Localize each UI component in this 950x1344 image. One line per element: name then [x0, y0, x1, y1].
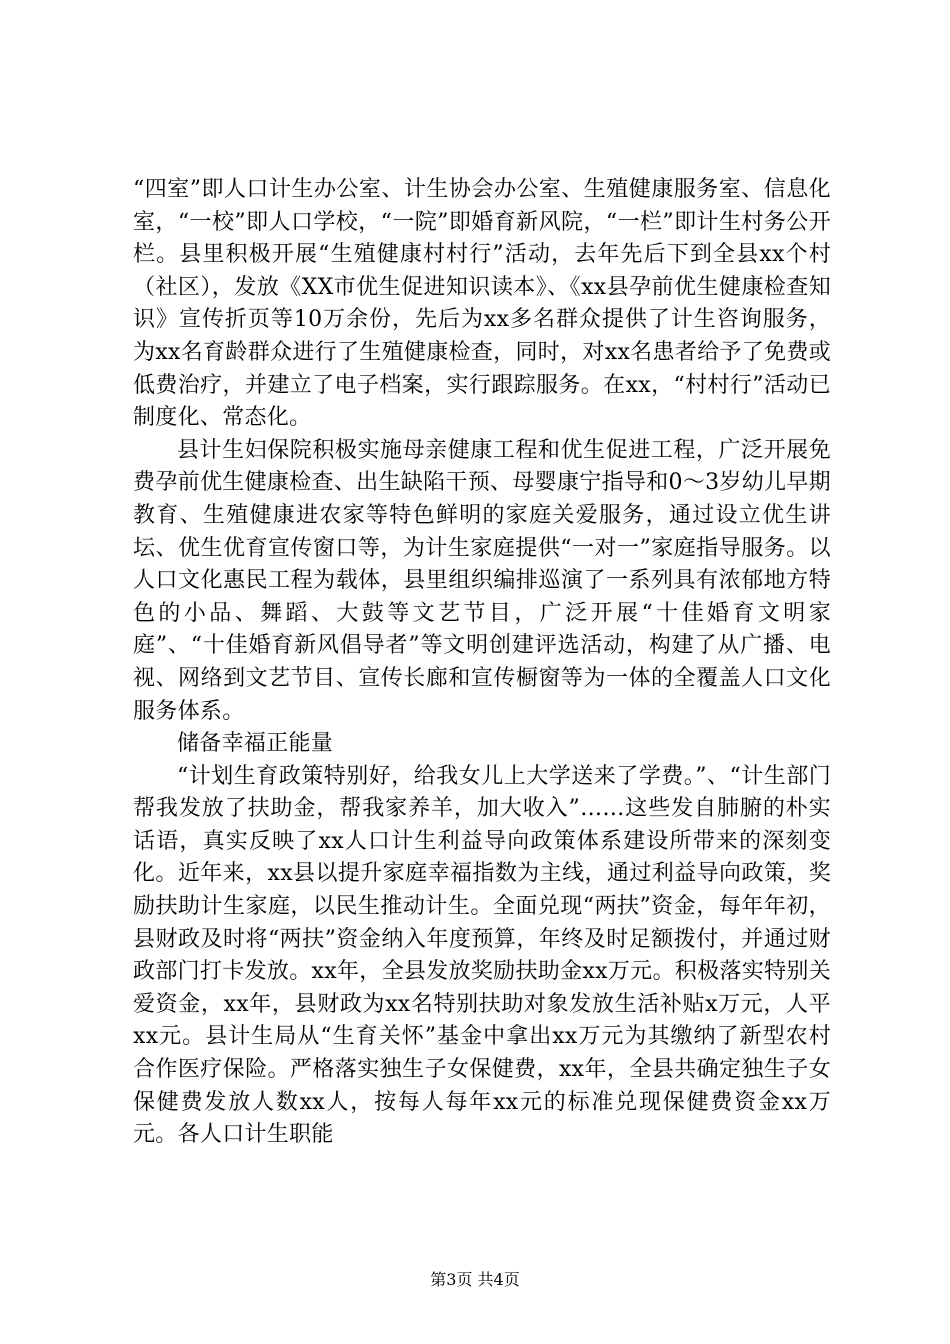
paragraph-family-planning-policy: “计划生育政策特别好，给我女儿上大学送来了学费。”、“计生部门帮我发放了扶助金，帮我家养羊，加大收入”……这些发自肺腑的朴实话语，真实反映了xx人口计生利益导向政策体系建设所带来的深刻变化。近年来，xx县以提升家庭幸福指数为主线，通过利益导向政策，奖励扶助计生家庭，以民生推动计生。全面兑现“两扶”资金，每年年初，县财政及时将“两扶”资金纳入年度预算，年终及时足额拨付，并通过财政部门打卡发放。xx年，全县发放奖励扶助金xx万元。积极落实特别关爱资金，xx年，县财政为xx名特别扶助对象发放生活补贴x万元，人平xx元。县计生局从“生育关怀”基金中拿出xx万元为其缴纳了新型农村合作医疗保险。严格落实独生子女保健费，xx年，全县共确定独生子女保健费发放人数xx人，按每人每年xx元的标准兑现保健费资金xx万元。各人口计生职能	[133, 763, 831, 1148]
section-heading: 储备幸福正能量	[177, 731, 334, 757]
paragraph-maternal-health: 县计生妇保院积极实施母亲健康工程和优生促进工程，广泛开展免费孕前优生健康检查、出生缺陷干预、母婴康宁指导和0～3岁幼儿早期教育、生殖健康进农家等特色鲜明的家庭关爱服务，通过设立优生讲坛、优生优育宣传窗口等，为计生家庭提供“一对一”家庭指导服务。以人口文化惠民工程为载体，县里组织编排巡演了一系列具有浓郁地方特色的小品、舞蹈、大鼓等文艺节目，广泛开展“十佳婚育文明家庭”、“十佳婚育新风倡导者”等文明创建评选活动，构建了从广播、电视、网络到文艺节目、宣传长廊和宣传橱窗等为一体的全覆盖人口文化服务体系。	[133, 437, 831, 724]
paragraph-four-rooms: “四室”即人口计生办公室、计生协会办公室、生殖健康服务室、信息化室，“一校”即人口学校，“一院”即婚育新风院，“一栏”即计生村务公开栏。县里积极开展“生殖健康村村行”活动，去年先后下到全县xx个村（社区），发放《XX市优生促进知识读本》、《xx县孕前优生健康检查知识》宣传折页等10万余份，先后为xx多名群众提供了计生咨询服务，为xx名育龄群众进行了生殖健康检查，同时，对xx名患者给予了免费或低费治疗，并建立了电子档案，实行跟踪服务。在xx，“村村行”活动已制度化、常态化。	[133, 177, 831, 431]
page-number-footer: 第3页 共4页	[430, 1270, 520, 1289]
document-body	[133, 174, 831, 1152]
